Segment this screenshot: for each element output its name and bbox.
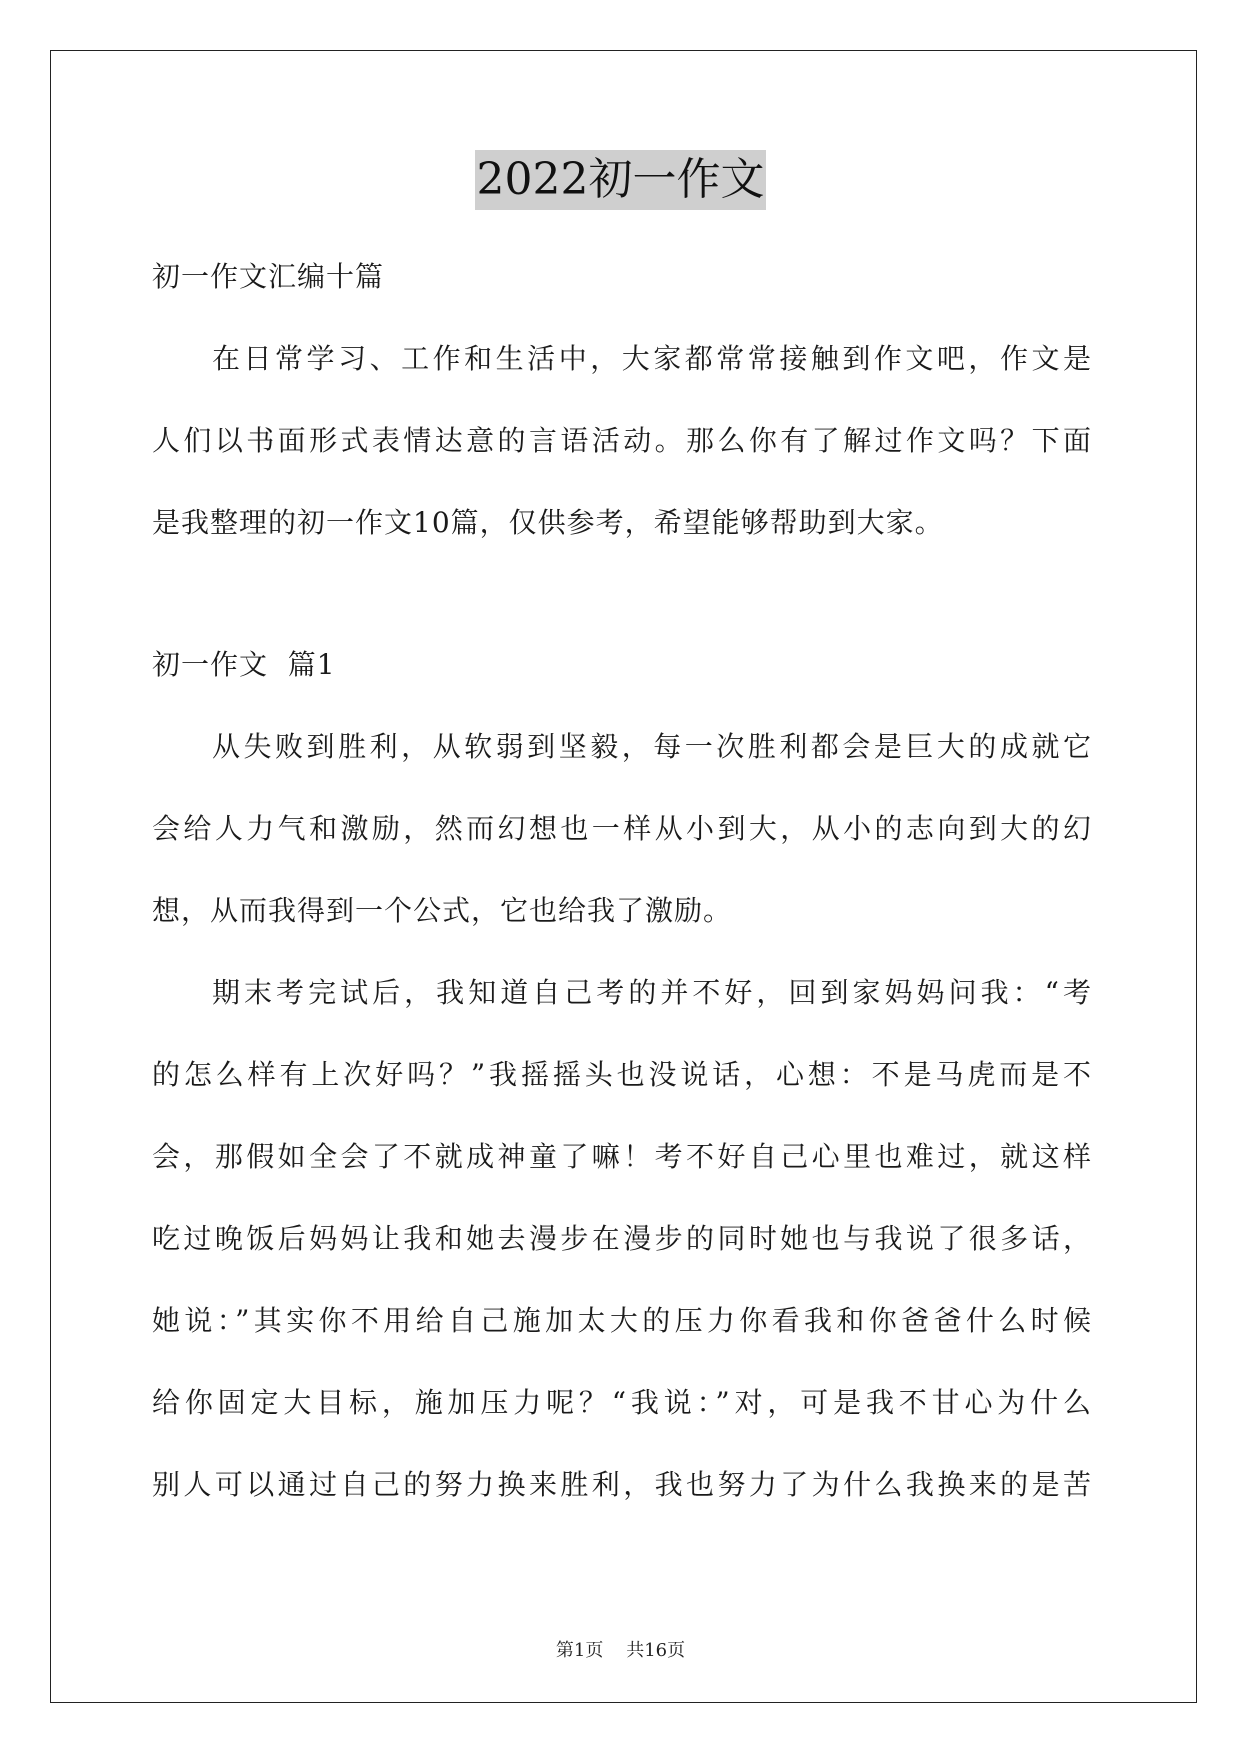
title-container: [0, 150, 1241, 210]
paragraph-1: [152, 706, 1092, 952]
intro-line: 是我整理的初一作文10篇，仅供参考，希望能够帮助到大家。: [152, 506, 944, 539]
paragraph-line: 的怎么样有上次好吗？”我摇摇头也没说话，心想：不是马虎而是不: [152, 1058, 1092, 1091]
intro-line: 人们以书面形式表情达意的言语活动。那么你有了解过作文吗？下面: [152, 424, 1092, 457]
paragraph-line: 会，那假如全会了不就成神童了嘛！考不好自己心里也难过，就这样: [152, 1140, 1092, 1173]
page-footer: 第1页 共16页: [555, 1640, 686, 1661]
spacer: [152, 564, 1092, 624]
paragraph-line: 想，从而我得到一个公式，它也给我了激励。: [152, 894, 733, 927]
paragraph-2: [152, 952, 1092, 1526]
paragraph-line: 期末考完试后，我知道自己考的并不好，回到家妈妈问我：“考: [212, 976, 1092, 1009]
paragraph-line: 从失败到胜利，从软弱到坚毅，每一次胜利都会是巨大的成就它: [212, 730, 1092, 763]
paragraph-line: 会给人力气和激励，然而幻想也一样从小到大，从小的志向到大的幻: [152, 812, 1092, 845]
paragraph-line: 别人可以通过自己的努力换来胜利，我也努力了为什么我换来的是苦: [152, 1468, 1092, 1501]
intro-paragraph: [152, 318, 1092, 564]
section-heading: 初一作文 篇1: [152, 648, 336, 681]
paragraph-line: 她说：”其实你不用给自己施加太大的压力你看我和你爸爸什么时候: [152, 1304, 1092, 1337]
paragraph-line: 给你固定大目标，施加压力呢？“我说：”对，可是我不甘心为什么: [152, 1386, 1092, 1419]
document-body: [152, 236, 1092, 1526]
intro-line: 在日常学习、工作和生活中，大家都常常接触到作文吧，作文是: [212, 342, 1092, 375]
paragraph-line: 吃过晚饭后妈妈让我和她去漫步在漫步的同时她也与我说了很多话，: [152, 1222, 1092, 1255]
document-title: 2022初一作文: [475, 150, 767, 210]
subtitle: 初一作文汇编十篇: [152, 260, 385, 293]
